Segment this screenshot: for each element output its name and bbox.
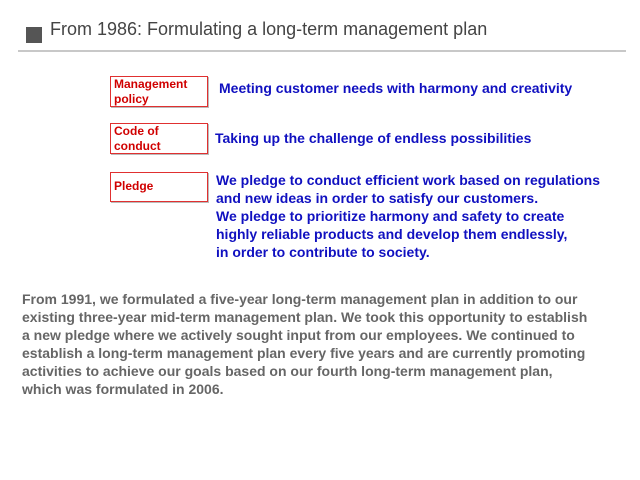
- pledge-line: in order to contribute to society.: [216, 244, 430, 260]
- management-policy-label: [110, 76, 208, 107]
- pledge-text: [216, 171, 600, 261]
- history-paragraph: [22, 290, 627, 398]
- pledge-label-text: Pledge: [114, 179, 154, 193]
- code-of-conduct-label: [110, 123, 208, 154]
- paragraph-line: establish a long-term management plan every five years and are currently promoting: [22, 345, 586, 361]
- code-of-conduct-text: Taking up the challenge of endless possibilities: [215, 130, 532, 146]
- management-policy-label-line2: policy: [114, 92, 149, 106]
- pledge-line: and new ideas in order to satisfy our customers.: [216, 190, 539, 206]
- page-title: From 1986: Formulating a long-term management plan: [50, 19, 488, 39]
- header-divider: [18, 50, 626, 52]
- paragraph-line: which was formulated in 2006.: [22, 381, 224, 397]
- code-of-conduct-label-line1: Code of: [114, 124, 159, 138]
- pledge-line: highly reliable products and develop them endlessly,: [216, 226, 568, 242]
- paragraph-line: activities to achieve our goals based on our fourth long-term management plan,: [22, 363, 553, 379]
- management-policy-text: Meeting customer needs with harmony and creativity: [219, 80, 573, 96]
- code-of-conduct-label-line2: conduct: [114, 139, 161, 153]
- bullet-square-icon: [26, 27, 42, 43]
- pledge-line: We pledge to conduct efficient work based on regulations: [216, 172, 601, 188]
- paragraph-line: From 1991, we formulated a five-year long-term management plan in addition to our: [22, 291, 578, 307]
- page-header: [26, 19, 626, 49]
- pledge-line: We pledge to prioritize harmony and safety to create: [216, 208, 565, 224]
- paragraph-line: a new pledge where we actively sought input from our employees. We continued to: [22, 327, 575, 343]
- management-policy-label-line1: Management: [114, 77, 188, 91]
- paragraph-line: existing three-year mid-term management plan. We took this opportunity to establish: [22, 309, 588, 325]
- pledge-label: [110, 172, 208, 202]
